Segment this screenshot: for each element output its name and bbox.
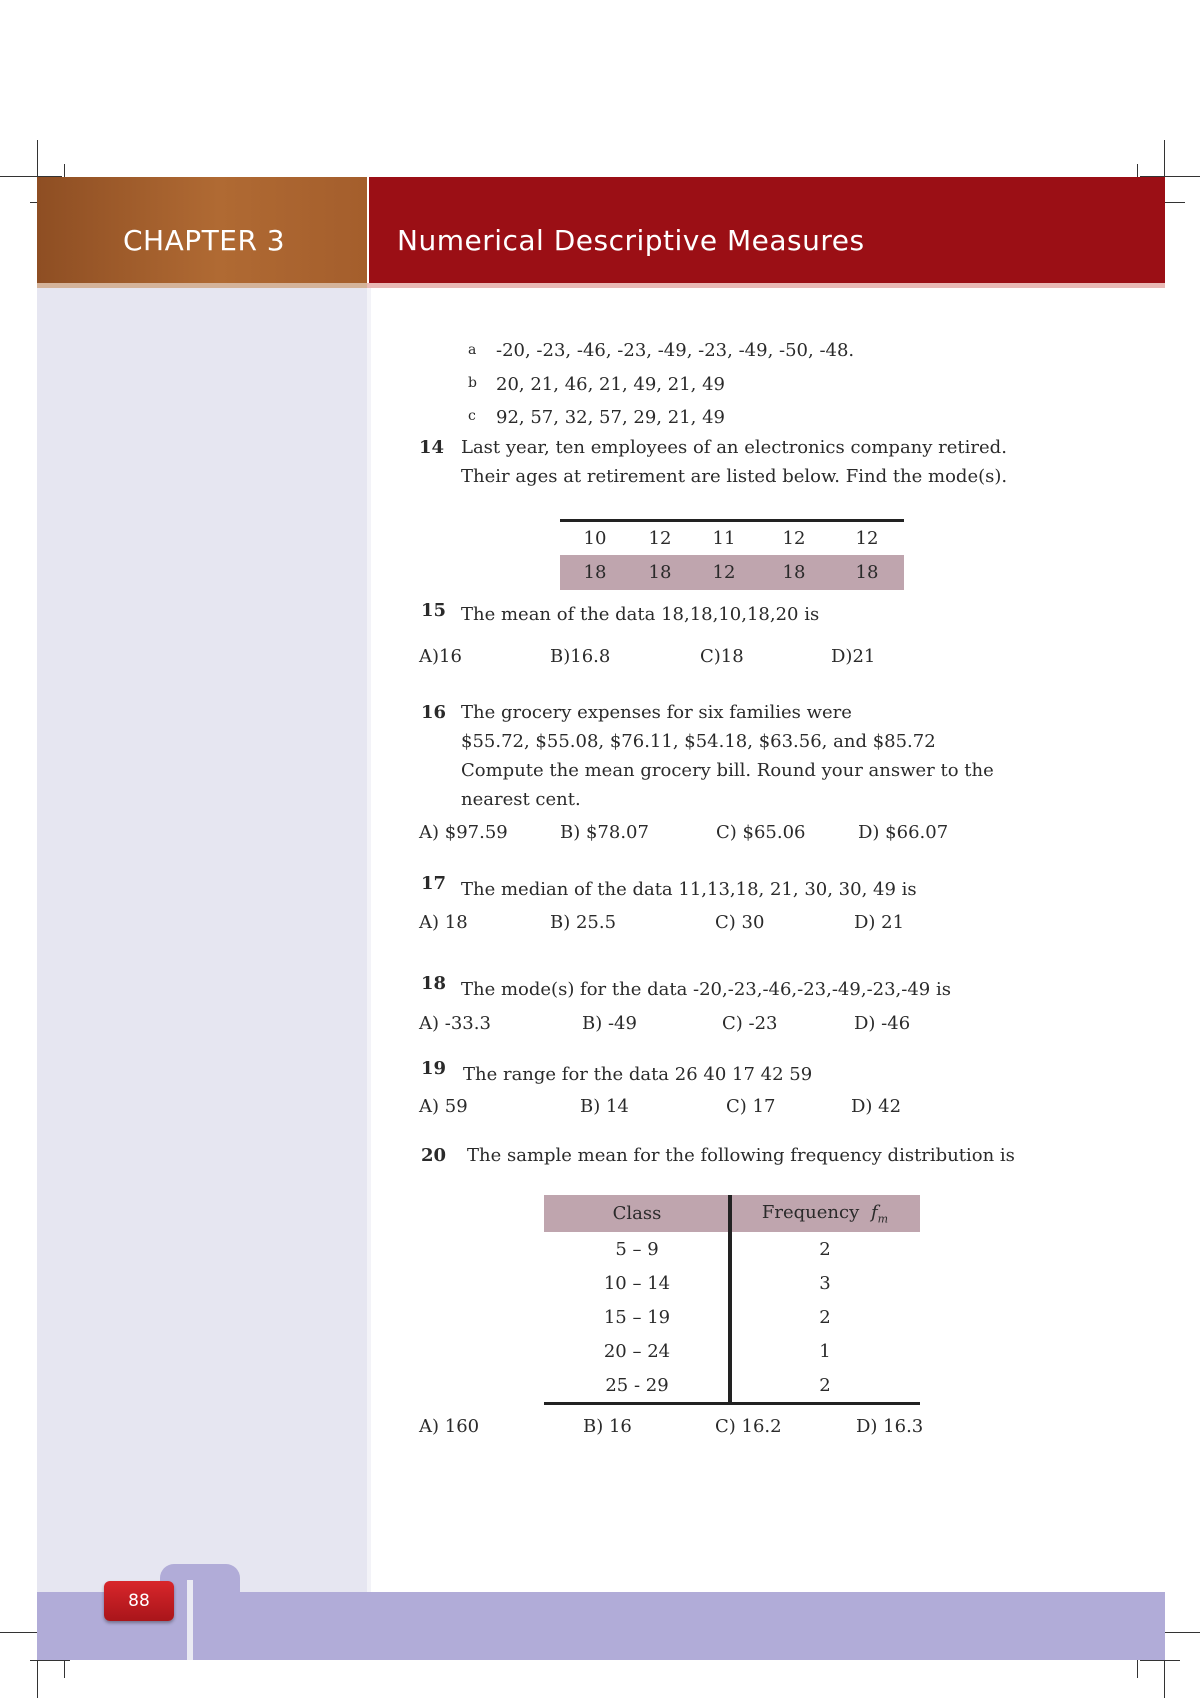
answer-option: D) 16.3 <box>856 1416 924 1437</box>
question-text: The mode(s) for the data -20,-23,-46,-23,-49,-23,-49 is <box>461 979 951 1000</box>
question-number: 19 <box>421 1058 447 1079</box>
class-cell: 10 – 14 <box>603 1272 671 1294</box>
frequency-cell: 1 <box>819 1340 831 1362</box>
footer-bar <box>193 1592 1165 1660</box>
answer-option: B) -49 <box>582 1013 637 1034</box>
question-number: 18 <box>421 973 447 994</box>
page-number: 88 <box>104 1581 174 1621</box>
answer-option: B) 14 <box>580 1096 629 1117</box>
table-row <box>560 522 904 555</box>
class-cell: 25 - 29 <box>605 1374 669 1396</box>
answer-option: C) 17 <box>726 1096 776 1117</box>
table-column-rule <box>728 1195 732 1403</box>
table-row <box>560 555 904 590</box>
question-text: Their ages at retirement are listed below. Find the mode(s). <box>461 466 1008 487</box>
question-text: The sample mean for the following frequency distribution is <box>467 1145 1015 1166</box>
table-cell: 12 <box>648 528 672 549</box>
table-cell: 18 <box>782 562 806 583</box>
answer-option: C) -23 <box>722 1013 778 1034</box>
question-number: 20 <box>421 1145 447 1166</box>
answer-option: D) 42 <box>851 1096 902 1117</box>
crop-mark <box>30 1660 70 1661</box>
question-number: 15 <box>421 600 447 621</box>
table-cell: 11 <box>712 528 736 549</box>
question-text: The grocery expenses for six families were <box>461 702 852 723</box>
left-margin-panel <box>37 288 367 1660</box>
footer-gap <box>187 1580 193 1660</box>
ages-table <box>560 519 904 590</box>
frequency-label: Frequency <box>761 1201 860 1223</box>
q13-part-text: 20, 21, 46, 21, 49, 21, 49 <box>496 374 725 395</box>
answer-option: C)18 <box>700 646 744 667</box>
question-text: $55.72, $55.08, $76.11, $54.18, $63.56, and $85.72 <box>461 731 936 752</box>
frequency-cell: 2 <box>819 1238 831 1260</box>
crop-mark <box>1140 1660 1180 1661</box>
answer-option: C) 30 <box>715 912 765 933</box>
answer-option: A) 160 <box>419 1416 480 1437</box>
answer-option: D) -46 <box>854 1013 911 1034</box>
answer-option: A) 59 <box>419 1096 468 1117</box>
question-text: The median of the data 11,13,18, 21, 30, 30, 49 is <box>461 879 917 900</box>
answer-option: A) 18 <box>419 912 468 933</box>
q13-part-label: c <box>468 408 476 424</box>
question-number: 16 <box>421 702 447 723</box>
table-row <box>544 1368 920 1402</box>
answer-option: A)16 <box>419 646 462 667</box>
answer-option: D)21 <box>831 646 876 667</box>
question-number: 17 <box>421 873 447 894</box>
answer-option: A) -33.3 <box>419 1013 491 1034</box>
frequency-cell: 2 <box>819 1374 831 1396</box>
frequency-symbol: f <box>870 1201 878 1223</box>
table-cell: 18 <box>855 562 879 583</box>
table-cell: 10 <box>583 528 607 549</box>
table-cell: 18 <box>583 562 607 583</box>
question-text: Last year, ten employees of an electronics company retired. <box>461 437 1007 458</box>
table-row <box>544 1300 920 1334</box>
frequency-cell: 3 <box>819 1272 831 1294</box>
page-title: Numerical Descriptive Measures <box>397 224 865 257</box>
table-bottom-rule <box>544 1402 920 1405</box>
column-header-class: Class <box>612 1203 662 1224</box>
table-row <box>544 1334 920 1368</box>
frequency-table <box>544 1195 920 1405</box>
class-cell: 5 – 9 <box>615 1238 659 1260</box>
class-cell: 15 – 19 <box>603 1306 671 1328</box>
table-cell: 18 <box>648 562 672 583</box>
table-header-row <box>544 1195 920 1232</box>
q13-part-text: -20, -23, -46, -23, -49, -23, -49, -50, -48. <box>496 340 855 361</box>
table-cell: 12 <box>855 528 879 549</box>
class-cell: 20 – 24 <box>603 1340 671 1362</box>
question-text: The mean of the data 18,18,10,18,20 is <box>461 604 820 625</box>
answer-option: B) $78.07 <box>560 822 649 843</box>
question-text: nearest cent. <box>461 789 581 810</box>
answer-option: D) $66.07 <box>858 822 949 843</box>
answer-option: B)16.8 <box>550 646 611 667</box>
frequency-cell: 2 <box>819 1306 831 1328</box>
answer-option: C) 16.2 <box>715 1416 782 1437</box>
q13-part-text: 92, 57, 32, 57, 29, 21, 49 <box>496 407 725 428</box>
table-cell: 12 <box>712 562 736 583</box>
chapter-label: CHAPTER 3 <box>123 224 286 257</box>
question-text: Compute the mean grocery bill. Round your answer to the <box>461 760 994 781</box>
q13-part-label: a <box>468 342 477 358</box>
question-number: 14 <box>419 437 445 458</box>
frequency-subscript: m <box>877 1212 889 1226</box>
q13-part-label: b <box>468 375 477 391</box>
table-row <box>544 1232 920 1266</box>
answer-option: A) $97.59 <box>419 822 508 843</box>
margin-divider <box>367 288 371 1660</box>
column-header-frequency <box>730 1202 920 1226</box>
question-text: The range for the data 26 40 17 42 59 <box>463 1064 813 1085</box>
answer-option: B) 25.5 <box>550 912 617 933</box>
table-row <box>544 1266 920 1300</box>
answer-option: B) 16 <box>583 1416 632 1437</box>
answer-option: D) 21 <box>854 912 905 933</box>
answer-option: C) $65.06 <box>716 822 806 843</box>
table-cell: 12 <box>782 528 806 549</box>
